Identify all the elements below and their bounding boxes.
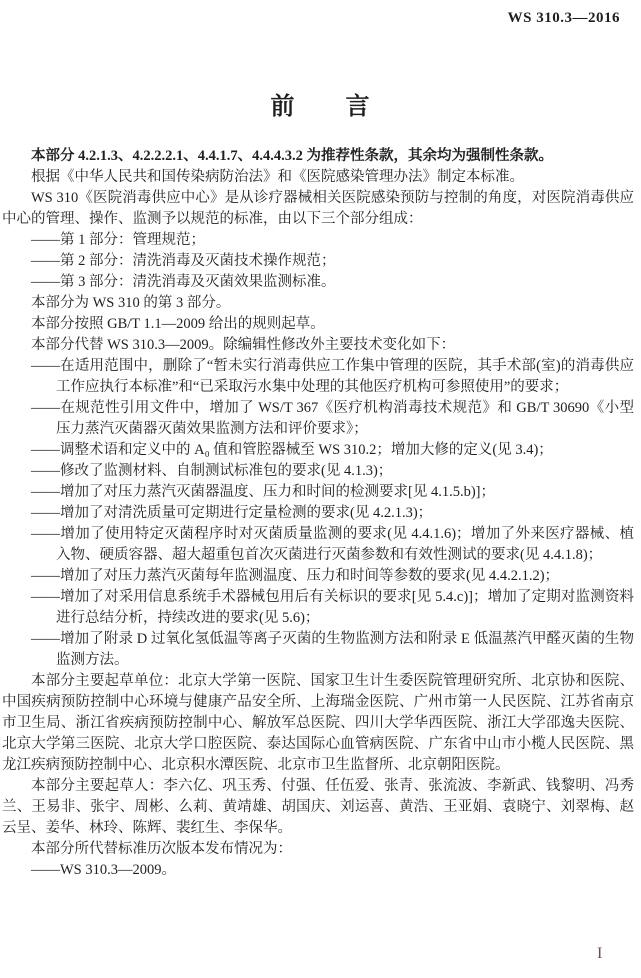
foreword-paragraph: ——增加了附录 D 过氧化氢低温等离子灭菌的生物监测方法和附录 E 低温蒸汽甲醛灭菌的生物监测方法。 (31, 631, 634, 668)
foreword-paragraph: ——调整术语和定义中的 A₀ 值和管腔器械至 WS 310.2；增加大修的定义(见 3.4)； (31, 442, 553, 458)
foreword-paragraph: WS 310《医院消毒供应中心》是从诊疗器械相关医院感染预防与控制的角度，对医院消毒供应中心的管理、操作、监测予以规范的标准，由以下三个部分组成： (2, 190, 634, 227)
foreword-paragraph: 本部分 4.2.1.3、4.2.2.2.1、4.4.1.7、4.4.4.3.2 为推荐性条款，其余均为强制性条款。 (31, 148, 553, 164)
foreword-paragraph: 本部分主要起草单位：北京大学第一医院、国家卫生计生委医院管理研究所、北京协和医院、中国疾病预防控制中心环境与健康产品安全所、上海瑞金医院、广州市第一人民医院、江苏省南京市卫生局、浙江省疾病预防控制中心、解放军总医院、四川大学华西医院、浙江大学邵逸夫医院、北京大学第三医院、北京大学口腔医院、泰达国际心血管病医院、广东省中山市小榄人民医院、黑龙江疾病预防控制中心、北京积水潭医院、北京市卫生监督所、北京朝阳医院。 (2, 673, 634, 773)
foreword-paragraph: ——增加了对清洗质量可定期进行定量检测的要求(见 4.2.1.3)； (31, 505, 433, 521)
page-number: I (597, 945, 603, 962)
foreword-paragraph: ——WS 310.3—2009。 (31, 862, 176, 878)
page-title: 前 言 (270, 94, 371, 121)
foreword-paragraph: ——第 1 部分：管理规范； (31, 232, 205, 248)
foreword-paragraph: ——增加了对采用信息系统手术器械包用后有关标识的要求[见 5.4.c)]；增加了定期对监测资料进行总结分析，持续改进的要求(见 5.6)； (31, 589, 634, 626)
foreword-paragraph: 本部分主要起草人：李六亿、巩玉秀、付强、任伍爱、张青、张流波、李新武、钱黎明、冯秀兰、王易非、张宇、周彬、么莉、黄靖雄、胡国庆、刘运喜、黄浩、王亚娟、袁晓宁、刘翠梅、赵云呈、姜华、林玲、陈辉、裴红生、李保华。 (2, 778, 634, 836)
foreword-body (2, 146, 634, 881)
foreword-paragraph: ——增加了对压力蒸汽灭菌器温度、压力和时间的检测要求[见 4.1.5.b)]； (31, 484, 495, 500)
foreword-paragraph: ——在规范性引用文件中，增加了 WS/T 367《医疗机构消毒技术规范》和 GB/T 30690《小型压力蒸汽灭菌器灭菌效果监测方法和评价要求》； (31, 400, 634, 437)
foreword-paragraph: 本部分为 WS 310 的第 3 部分。 (31, 295, 231, 311)
foreword-paragraph: ——增加了使用特定灭菌程序时对灭菌质量监测的要求(见 4.4.1.6)；增加了外来医疗器械、植入物、硬质容器、超大超重包首次灭菌进行灭菌参数和有效性测试的要求(见 4.4.1.8)； (31, 526, 634, 563)
foreword-paragraph: ——修改了监测材料、自制测试标准包的要求(见 4.1.3)； (31, 463, 393, 479)
foreword-paragraph: ——第 2 部分：清洗消毒及灭菌技术操作规范； (31, 253, 336, 269)
foreword-paragraph: 本部分所代替标准历次版本发布情况为： (31, 841, 292, 857)
foreword-paragraph: ——在适用范围中，删除了“暂未实行消毒供应工作集中管理的医院，其手术部(室)的消毒供应工作应执行本标准”和“已采取污水集中处理的其他医疗机构可参照使用”的要求； (31, 358, 634, 395)
foreword-paragraph: 本部分代替 WS 310.3—2009。除编辑性修改外主要技术变化如下： (31, 337, 456, 353)
standard-code-header: WS 310.3—2016 (507, 10, 620, 26)
foreword-paragraph: 本部分按照 GB/T 1.1—2009 给出的规则起草。 (31, 316, 325, 332)
foreword-paragraph: ——增加了对压力蒸汽灭菌每年监测温度、压力和时间等参数的要求(见 4.4.2.1.2)； (31, 568, 560, 584)
foreword-paragraph: ——第 3 部分：清洗消毒及灭菌效果监测标准。 (31, 274, 336, 290)
foreword-paragraph: 根据《中华人民共和国传染病防治法》和《医院感染管理办法》制定本标准。 (31, 169, 524, 185)
